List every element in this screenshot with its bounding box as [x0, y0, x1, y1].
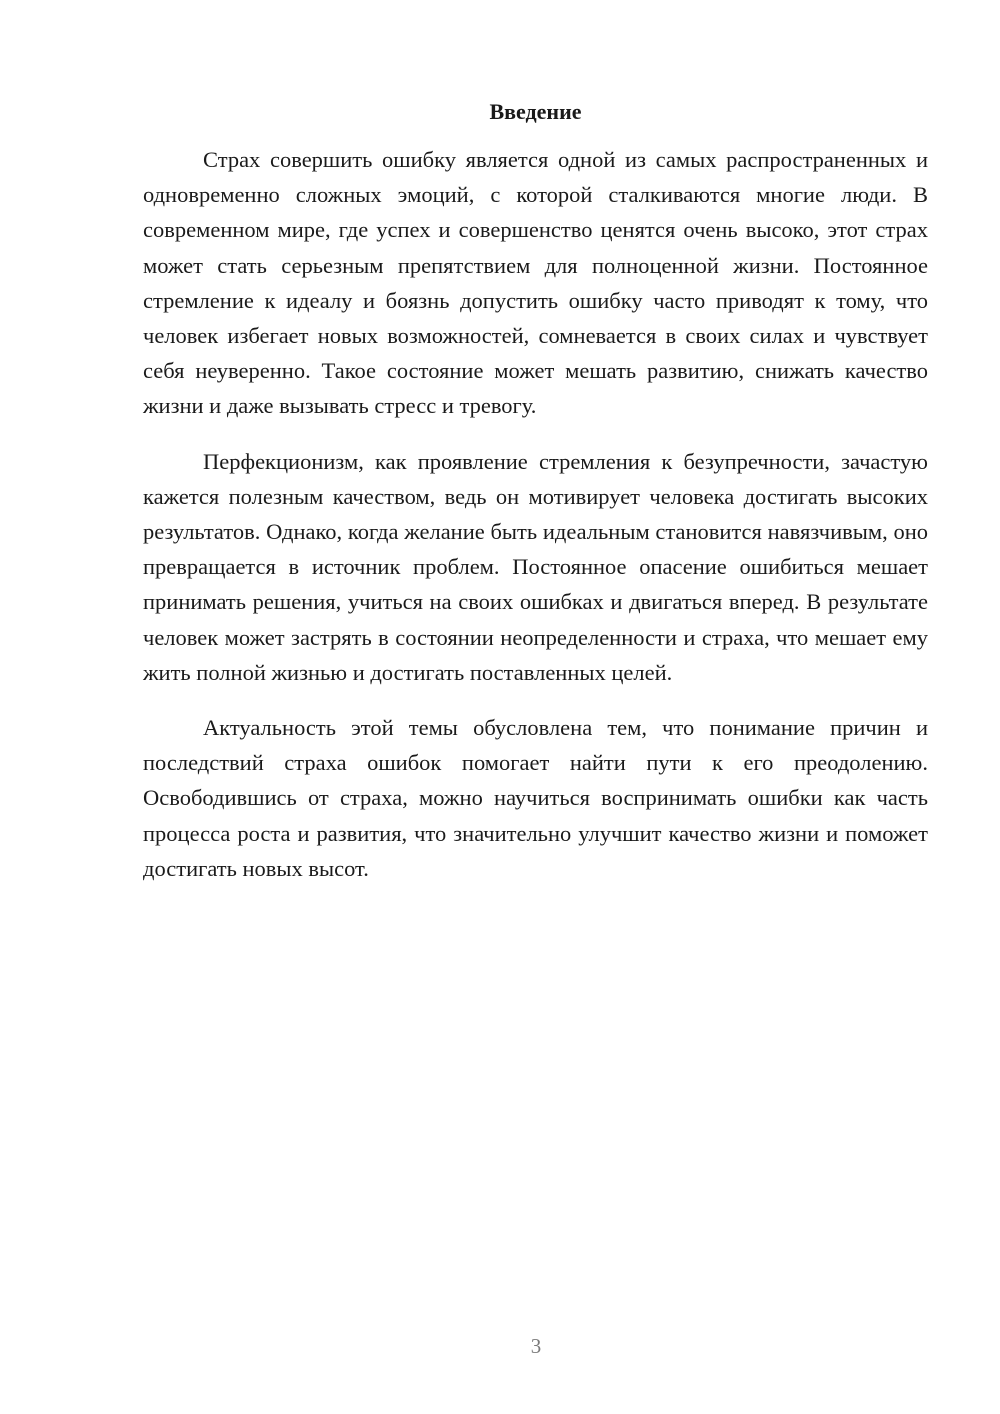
page-number: 3 — [530, 1334, 542, 1358]
paragraph-2: Перфекционизм, как проявление стремления к безупречности, зачастую кажется полезным качеством, ведь он мотивирует человека достигать высоких результатов. Однако, когда желание быть идеальным становится навязчивым, оно превращается в источник проблем. Постоянное опасение ошибиться мешает принимать решения, учиться на своих ошибках и двигаться вперед. В результате человек может застрять в состоянии неопределенности и страха, что мешает ему жить полной жизнью и достигать поставленных целей. — [143, 448, 928, 685]
document-body — [143, 142, 928, 906]
section-heading: Введение — [489, 99, 582, 124]
paragraph-3: Актуальность этой темы обусловлена тем, что понимание причин и последствий страха ошибок помогает найти пути к его преодолению. Освободившись от страха, можно научиться воспринимать ошибки как часть процесса роста и развития, что значительно улучшит качество жизни и поможет достигать новых высот. — [143, 715, 928, 881]
paragraph-1: Страх совершить ошибку является одной из самых распространенных и одновременно сложных эмоций, с которой сталкиваются многие люди. В современном мире, где успех и совершенство ценятся очень высоко, этот страх может стать серьезным препятствием для полноценной жизни. Постоянное стремление к идеалу и боязнь допустить ошибку часто приводят к тому, что человек избегает новых возможностей, сомневается в своих силах и чувствует себя неуверенно. Такое состояние может мешать развитию, снижать качество жизни и даже вызывать стресс и тревогу. — [143, 147, 928, 419]
